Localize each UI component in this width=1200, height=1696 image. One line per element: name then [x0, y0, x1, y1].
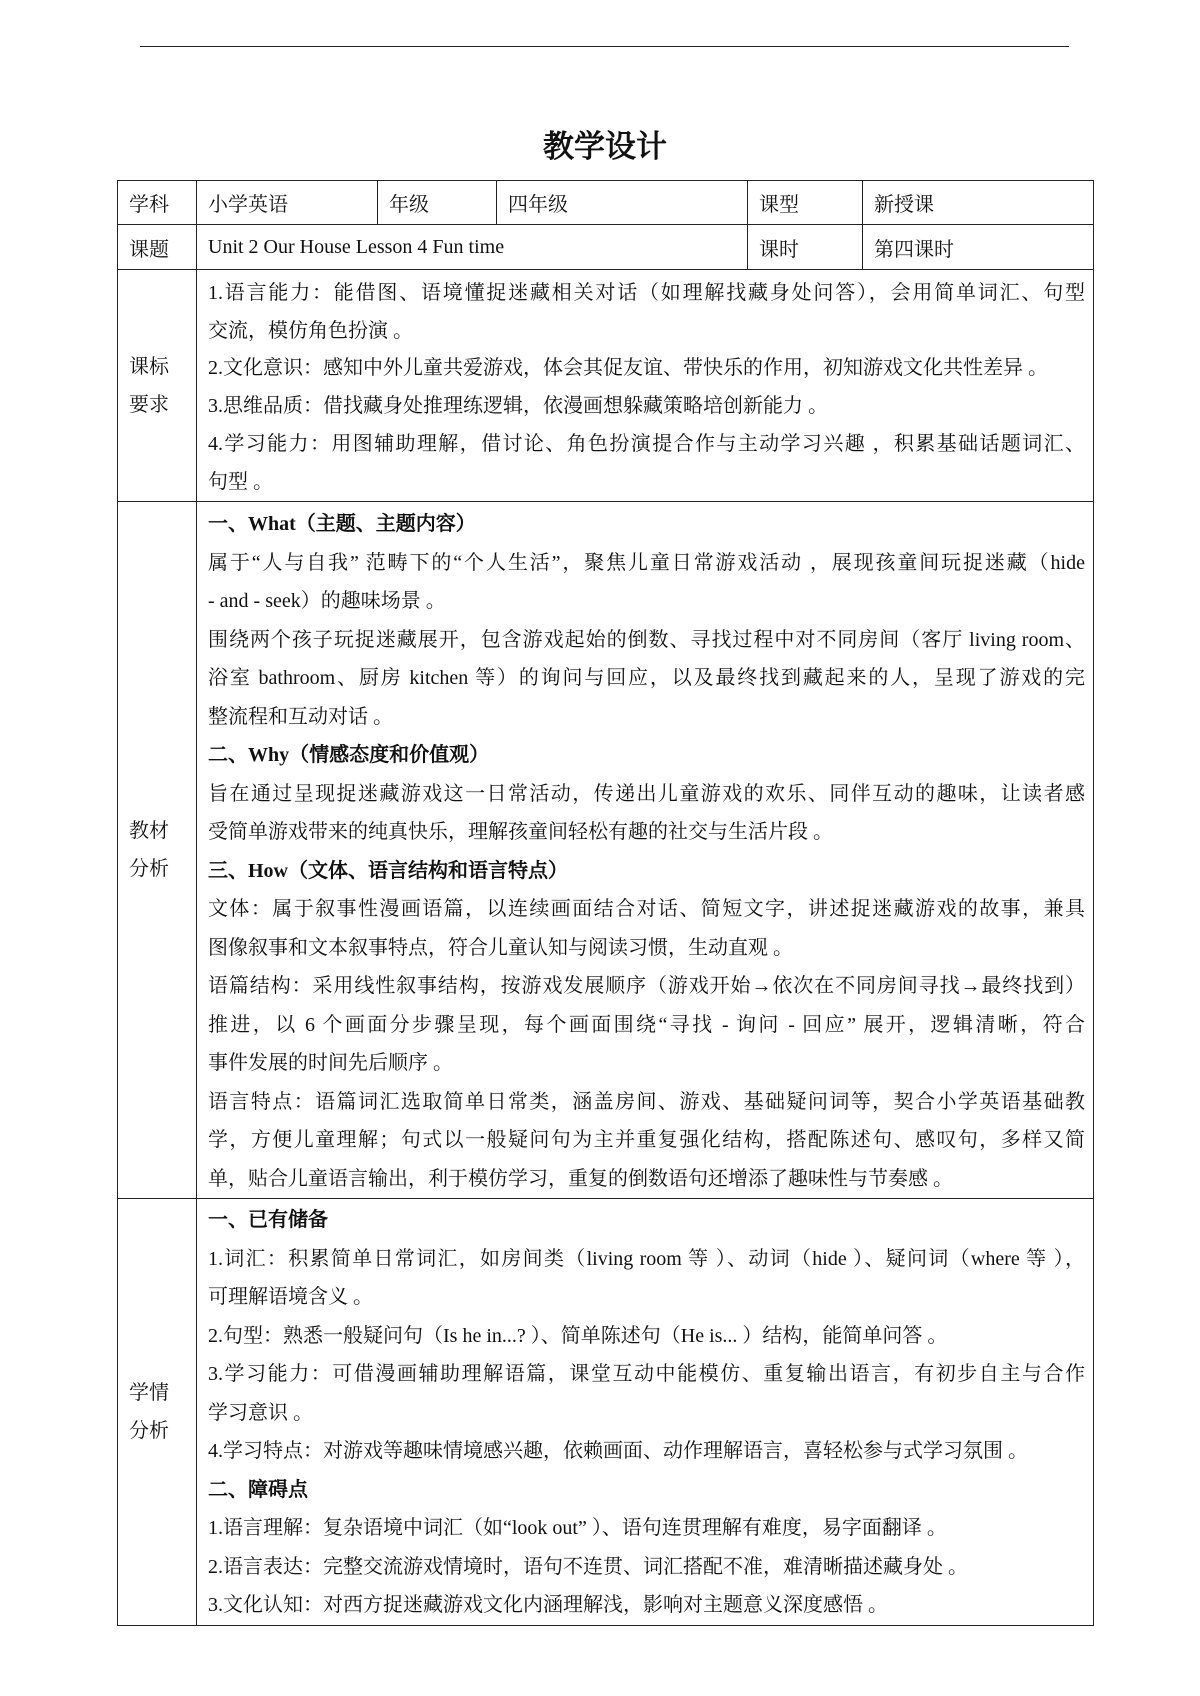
row-label-line: 要求: [129, 393, 169, 416]
row-label-line: 课标: [129, 355, 169, 378]
section-heading: 一、已有储备: [208, 1209, 328, 1232]
material-paragraph: [208, 544, 1085, 621]
material-paragraph: [208, 890, 1085, 967]
subject-value-cell: [197, 181, 378, 225]
text-line: 语篇结构：采用线性叙事结构，按游戏发展顺序（游戏开始→依次在不同房间寻找→最终找到）: [208, 975, 1085, 998]
row-label-line: 分析: [129, 1419, 169, 1442]
text-line: 3.思维品质：借找藏身处推理练逻辑，依漫画想躲藏策略培创新能力 。: [208, 395, 828, 418]
curriculum-requirements-content-cell: [197, 270, 1094, 502]
text-line: 文体：属于叙事性漫画语篇，以连续画面结合对话、简短文字，讲述捉迷藏游戏的故事，兼具: [208, 898, 1085, 921]
lesson-type-label: 课型: [759, 194, 799, 216]
text-line: 推进，以 6 个画面分步骤呈现，每个画面围绕“寻找 - 询问 - 回应” 展开，逻辑清晰，符合: [208, 1013, 1085, 1036]
text-line: 事件发展的时间先后顺序 。: [208, 1052, 453, 1075]
text-line: 语言特点：语篇词汇选取简单日常类，涵盖房间、游戏、基础疑问词等，契合小学英语基础教: [208, 1090, 1085, 1113]
material-paragraph: [208, 621, 1085, 737]
text-line: 句型 。: [208, 470, 273, 493]
material-analysis-content-cell: [197, 502, 1094, 1199]
student-paragraph: [208, 1240, 1085, 1317]
subject-label-cell: [118, 181, 197, 225]
table-row-student-analysis: [118, 1199, 1094, 1626]
subject-label: 学科: [129, 194, 169, 216]
row-label-line: 分析: [129, 858, 169, 881]
curriculum-requirements-label-cell: [118, 270, 197, 502]
material-paragraph: [208, 967, 1085, 1083]
material-analysis-label-cell: [118, 502, 197, 1199]
subject-value: 小学英语: [208, 194, 288, 216]
row-label-line: 教材: [129, 820, 169, 843]
text-line: 可理解语境含义 。: [208, 1286, 373, 1309]
text-line: 2.语言表达：完整交流游戏情境时，语句不连贯、词汇搭配不准，难清晰描述藏身处 。: [208, 1555, 968, 1578]
student-paragraph: [208, 1317, 1085, 1356]
text-line: 交流，模仿角色扮演 。: [208, 319, 413, 342]
text-line: 学，方便儿童理解；句式以一般疑问句为主并重复强化结构，搭配陈述句、感叹句，多样又简: [208, 1129, 1085, 1152]
period-value-cell: [863, 225, 1094, 270]
section-heading: 二、障碍点: [208, 1478, 308, 1501]
text-line: 2.句型：熟悉一般疑问句（Is he in...? ）、简单陈述句（He is... ）结构，能简单问答 。: [208, 1324, 948, 1347]
text-line: 浴室 bathroom、厨房 kitchen 等）的询问与回应，以及最终找到藏起来的人，呈现了游戏的完: [208, 667, 1085, 690]
section-heading: 三、How（文体、语言结构和语言特点）: [208, 859, 568, 882]
student-paragraph: [208, 1509, 1085, 1548]
section-heading: 二、Why（情感态度和价值观）: [208, 744, 490, 767]
grade-label: 年级: [389, 194, 429, 216]
text-line: 3.学习能力：可借漫画辅助理解语篇，课堂互动中能模仿、重复输出语言，有初步自主与合作: [208, 1363, 1085, 1386]
text-line: 1.语言能力：能借图、语境懂捉迷藏相关对话（如理解找藏身处问答），会用简单词汇、句型: [208, 282, 1085, 304]
material-paragraph: [208, 775, 1085, 852]
text-line: 3.文化认知：对西方捉迷藏游戏文化内涵理解浅，影响对主题意义深度感悟 。: [208, 1594, 888, 1617]
table-row-subject: [118, 181, 1094, 225]
student-analysis-label-cell: [118, 1199, 197, 1626]
text-line: 1.语言理解：复杂语境中词汇（如“look out” ）、语句连贯理解有难度，易字面翻译 。: [208, 1517, 947, 1540]
period-label: 课时: [759, 238, 799, 261]
table-row-curriculum-requirements: [118, 270, 1094, 502]
text-line: 1.词汇：积累简单日常词汇，如房间类（living room 等 ）、动词（hide ）、疑问词（where 等 ），: [208, 1247, 1085, 1270]
text-line: 属于“人与自我” 范畴下的“个人生活”，聚焦儿童日常游戏活动 ，展现孩童间玩捉迷藏（hide: [208, 551, 1085, 574]
lesson-plan-table: [117, 180, 1094, 1626]
text-line: 围绕两个孩子玩捉迷藏展开，包含游戏起始的倒数、寻找过程中对不同房间（客厅 living room、: [208, 628, 1085, 651]
student-paragraph: [208, 1586, 1085, 1625]
grade-label-cell: [378, 181, 497, 225]
topic-value: Unit 2 Our House Lesson 4 Fun time: [208, 235, 505, 258]
table-row-topic: [118, 225, 1094, 270]
lesson-type-value: 新授课: [874, 194, 934, 216]
topic-label: 课题: [129, 238, 169, 261]
table-row-material-analysis: [118, 502, 1094, 1199]
text-line: 4.学习特点：对游戏等趣味情境感兴趣，依赖画面、动作理解语言，喜轻松参与式学习氛围 。: [208, 1440, 1028, 1463]
text-line: 整流程和互动对话 。: [208, 705, 393, 728]
page-title: 教学设计: [543, 129, 667, 164]
header-rule: [140, 46, 1069, 47]
text-line: 单，贴合儿童语言输出，利于模仿学习，重复的倒数语句还增添了趣味性与节奏感 。: [208, 1167, 953, 1190]
topic-value-cell: [197, 225, 748, 270]
requirement-paragraph: [208, 275, 1085, 350]
requirement-paragraph: [208, 350, 1085, 388]
text-line: 学习意识 。: [208, 1401, 313, 1424]
period-label-cell: [748, 225, 863, 270]
text-line: - and - seek）的趣味场景 。: [208, 590, 446, 613]
student-paragraph: [208, 1548, 1085, 1587]
lesson-type-label-cell: [748, 181, 863, 225]
student-paragraph: [208, 1355, 1085, 1432]
lesson-type-value-cell: [863, 181, 1094, 225]
grade-value: 四年级: [508, 194, 568, 216]
text-line: 旨在通过呈现捉迷藏游戏这一日常活动，传递出儿童游戏的欢乐、同伴互动的趣味，让读者感: [208, 782, 1085, 805]
student-paragraph: [208, 1432, 1085, 1471]
material-paragraph: [208, 1083, 1085, 1199]
topic-label-cell: [118, 225, 197, 270]
text-line: 图像叙事和文本叙事特点，符合儿童认知与阅读习惯，生动直观 。: [208, 936, 793, 959]
section-heading: 一、What（主题、主题内容）: [208, 513, 476, 536]
requirement-paragraph: [208, 426, 1085, 501]
grade-value-cell: [497, 181, 748, 225]
text-line: 2.文化意识：感知中外儿童共爱游戏，体会其促友谊、带快乐的作用，初知游戏文化共性差异 。: [208, 357, 1048, 380]
row-label-line: 学情: [129, 1381, 169, 1404]
text-line: 受简单游戏带来的纯真快乐，理解孩童间轻松有趣的社交与生活片段 。: [208, 821, 833, 844]
text-line: 4.学习能力：用图辅助理解，借讨论、角色扮演提合作与主动学习兴趣 ，积累基础话题词汇、: [208, 432, 1085, 455]
student-analysis-content-cell: [197, 1199, 1094, 1626]
period-value: 第四课时: [874, 238, 954, 261]
requirement-paragraph: [208, 388, 1085, 426]
